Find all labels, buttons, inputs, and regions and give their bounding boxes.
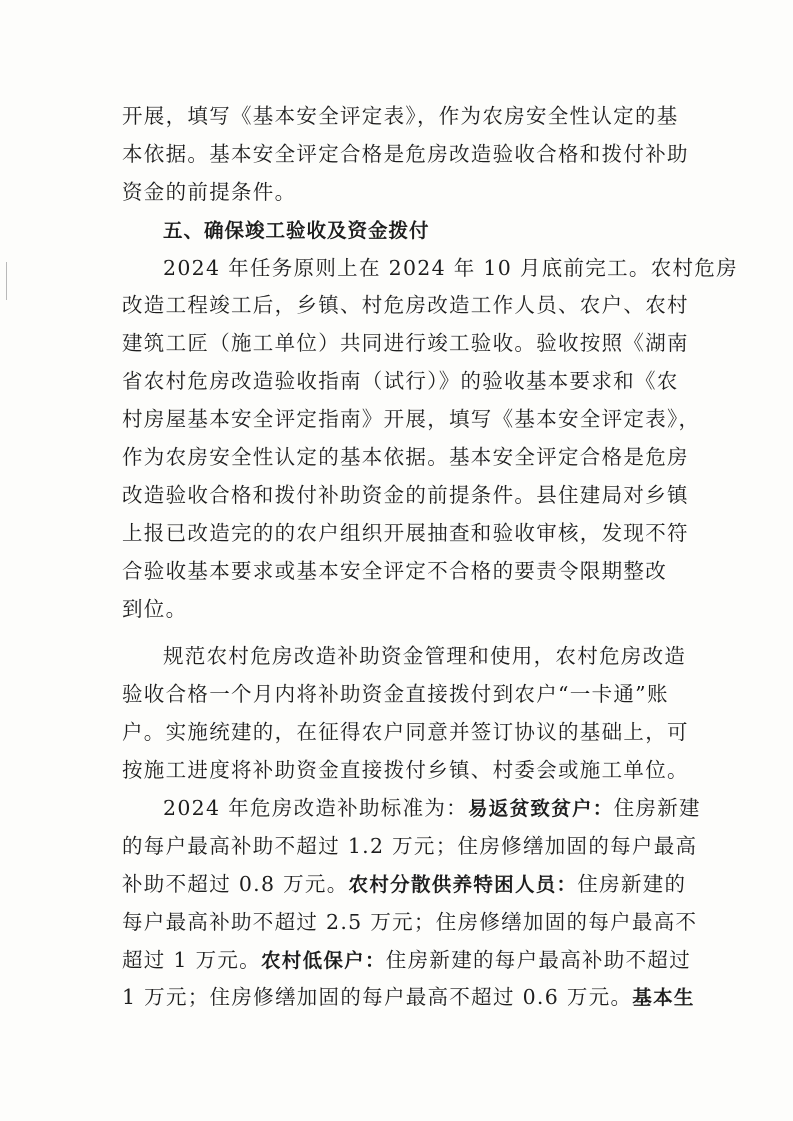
text-line: 改造验收合格和拨付补助资金的前提条件。县住建局对乡镇 — [122, 482, 689, 507]
bold-term: 易返贫致贫户： — [468, 797, 614, 821]
text-line: 户。实施统建的，在征得农户同意并签订协议的基础上，可 — [122, 720, 689, 745]
text-run: 住房新建 — [613, 796, 701, 821]
text-line: 每户最高补助不超过 2.5 万元；住房修缮加固的每户最高不 — [122, 909, 698, 934]
bold-term: 基本生 — [632, 986, 695, 1010]
text-line: 村房屋基本安全评定指南》开展，填写《基本安全评定表》， — [122, 407, 701, 432]
text-line: 规范农村危房改造补助资金管理和使用，农村危房改造 — [163, 644, 687, 669]
text-run: 住房新建的 — [577, 871, 687, 896]
text-line: 上报已改造完的的农户组织开展抽查和验收审核，发现不符 — [122, 520, 689, 545]
text-line: 建筑工匠（施工单位）共同进行竣工验收。验收按照《湖南 — [122, 331, 689, 356]
text-line: 改造工程竣工后，乡镇、村危房改造工作人员、农户、农村 — [122, 293, 689, 318]
text-line: 合验收基本要求或基本安全评定不合格的要责令限期整改 — [122, 558, 667, 583]
text-run: 1 万元；住房修缮加固的每户最高不超过 0.6 万元。 — [122, 985, 633, 1010]
text-line — [122, 866, 687, 904]
text-line — [122, 942, 691, 980]
text-line: 验收合格一个月内将补助资金直接拨付到农户“一卡通”账 — [122, 682, 669, 707]
text-line: 按施工进度将补助资金直接拨付乡镇、村委会或施工单位。 — [122, 758, 689, 783]
bold-term: 农村分散供养特困人员： — [348, 872, 578, 896]
text-line: 到位。 — [122, 596, 188, 621]
text-line: 本依据。基本安全评定合格是危房改造验收合格和拨付补助 — [122, 141, 689, 166]
text-line: 资金的前提条件。 — [122, 179, 297, 204]
text-line — [122, 979, 695, 1017]
text-line: 开展，填写《基本安全评定表》，作为农房安全性认定的基 — [122, 104, 679, 128]
text-line: 省农村危房改造验收指南（试行）》的验收基本要求和《农 — [122, 369, 679, 394]
text-line: 的每户最高补助不超过 1.2 万元；住房修缮加固的每户最高 — [122, 833, 698, 858]
section-heading: 五、确保竣工验收及资金拨付 — [163, 218, 430, 242]
text-run: 补助不超过 0.8 万元。 — [122, 871, 349, 896]
text-line — [122, 790, 701, 828]
text-line: 2024 年任务原则上在 2024 年 10 月底前完工。农村危房 — [163, 255, 738, 280]
text-line: 作为农房安全性认定的基本依据。基本安全评定合格是危房 — [122, 445, 689, 470]
text-run: 2024 年危房改造补助标准为： — [163, 796, 468, 821]
text-run: 超过 1 万元。 — [122, 947, 261, 972]
text-run: 住房新建的每户最高补助不超过 — [385, 947, 691, 972]
scan-margin-mark — [6, 262, 7, 300]
body-text — [122, 98, 738, 1017]
bold-term: 农村低保户： — [260, 948, 386, 972]
